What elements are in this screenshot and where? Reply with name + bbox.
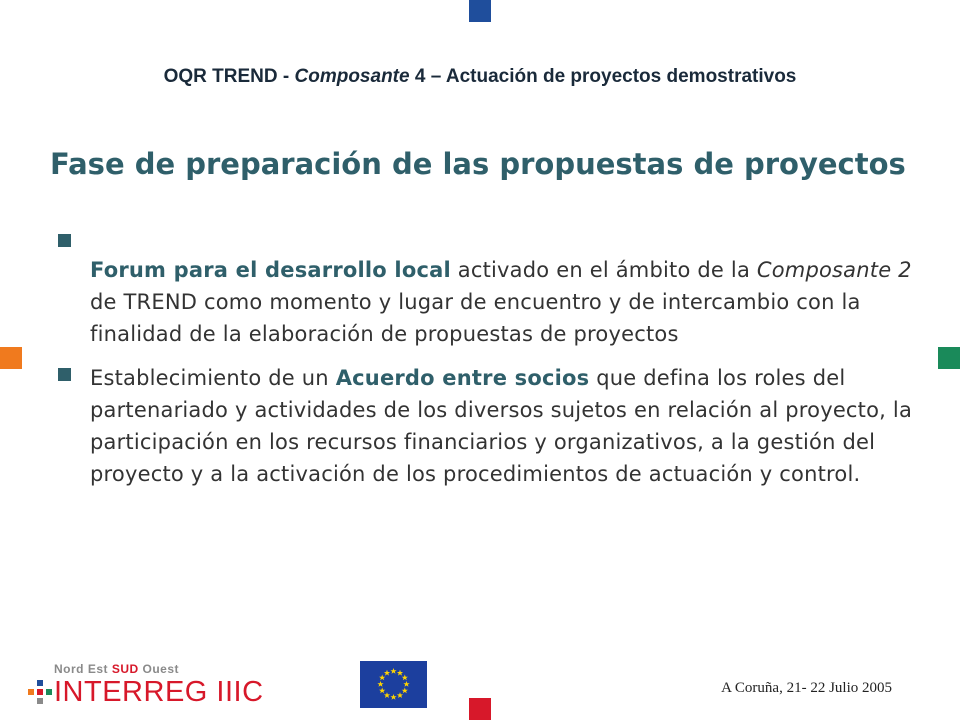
bullet-2-text1: Establecimiento de un: [90, 366, 336, 390]
header-prefix: OQR TREND -: [163, 66, 295, 87]
bullet-1-text1: activado en el ámbito de la: [450, 258, 757, 282]
slide-title: Fase de preparación de las propuestas de proyectos: [50, 147, 906, 181]
event-date: A Coruña, 21- 22 Julio 2005: [721, 680, 892, 696]
decor-square-bottom: [469, 698, 491, 720]
bullet-1-italic: Composante 2: [756, 258, 912, 282]
decor-square-left: [0, 347, 22, 369]
decor-square-top: [469, 0, 491, 22]
bullet-marker: [58, 368, 71, 381]
eu-flag-icon: [360, 661, 427, 708]
logo-subtitle: Nord Est SUD Ouest: [54, 662, 180, 676]
header-italic: Composante: [294, 66, 410, 87]
decor-square-right: [938, 347, 960, 369]
bullet-1-bold: Forum para el desarrollo local: [90, 258, 451, 282]
logo-wordmark: INTERREG IIIC: [54, 676, 264, 708]
bullet-item: [58, 228, 918, 350]
bullet-marker: [58, 234, 71, 247]
bullet-2-bold: Acuerdo entre socios: [335, 366, 590, 390]
logo-dots-icon: [28, 680, 52, 704]
bullet-1-text2: de TREND como momento y lugar de encuentro y de intercambio con la finalidad de la elaboración de propuestas de proyectos: [90, 290, 861, 346]
slide-header: [0, 66, 960, 88]
bullet-list: [58, 228, 918, 490]
header-suffix: 4 – Actuación de proyectos demostrativos: [409, 66, 797, 87]
bullet-2-text2: que defina los roles del partenariado y actividades de los diversos sujetos en relación al proyecto, la participación en los recursos financiarios y organizativos, a la gestión del proyecto y a la activación de los procedimientos de actuación y control.: [90, 366, 913, 486]
interreg-logo: [28, 662, 264, 708]
bullet-item: [58, 362, 918, 490]
